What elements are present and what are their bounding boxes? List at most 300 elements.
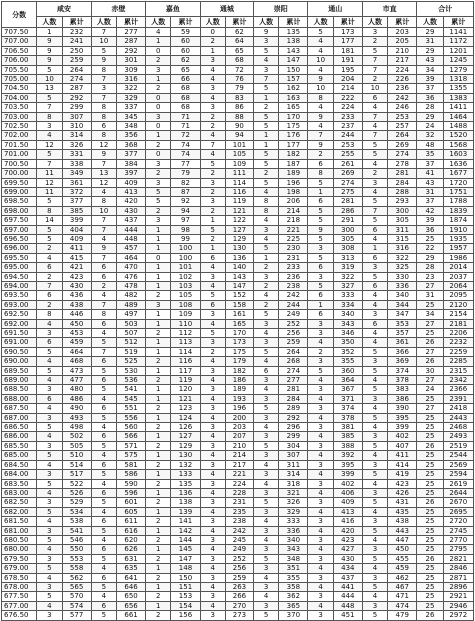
cumulative-cell: 392 bbox=[333, 451, 362, 460]
cumulative-cell: 105 bbox=[225, 150, 253, 159]
cumulative-cell: 114 bbox=[225, 178, 253, 187]
cumulative-cell: 616 bbox=[116, 526, 145, 535]
table-row bbox=[2, 385, 474, 394]
score-cell: 693.00 bbox=[2, 300, 37, 309]
cumulative-cell: 2644 bbox=[443, 488, 473, 497]
cumulative-cell: 435 bbox=[388, 507, 417, 516]
count-cell: 25 bbox=[417, 470, 443, 479]
count-cell: 25 bbox=[417, 394, 443, 403]
count-cell: 4 bbox=[37, 601, 62, 610]
count-cell: 1 bbox=[254, 131, 279, 140]
cumulative-cell: 620 bbox=[116, 535, 145, 544]
cumulative-cell: 1603 bbox=[443, 150, 473, 159]
table-row bbox=[2, 573, 474, 582]
count-cell: 3 bbox=[362, 28, 387, 37]
cumulative-cell: 1172 bbox=[443, 37, 473, 46]
count-cell: 26 bbox=[417, 441, 443, 450]
cumulative-cell: 2619 bbox=[443, 479, 473, 488]
cumulative-cell: 307 bbox=[62, 112, 91, 121]
count-cell: 43 bbox=[417, 56, 443, 65]
count-cell: 10 bbox=[308, 84, 333, 93]
cumulative-cell: 1383 bbox=[443, 93, 473, 102]
count-cell: 4 bbox=[146, 28, 171, 37]
score-cell: 693.50 bbox=[2, 291, 37, 300]
table-row bbox=[2, 611, 474, 620]
score-cell: 690.50 bbox=[2, 347, 37, 356]
cumulative-cell: 2695 bbox=[443, 507, 473, 516]
score-cell: 681.50 bbox=[2, 517, 37, 526]
cumulative-cell: 147 bbox=[225, 281, 253, 290]
count-cell: 4 bbox=[200, 582, 225, 591]
count-cell: 4 bbox=[91, 234, 116, 243]
score-cell: 677.50 bbox=[2, 592, 37, 601]
cumulative-cell: 2206 bbox=[443, 329, 473, 338]
cumulative-cell: 156 bbox=[171, 611, 200, 620]
cumulative-cell: 1677 bbox=[443, 169, 473, 178]
cumulative-cell: 292 bbox=[116, 46, 145, 55]
cumulative-cell: 477 bbox=[62, 376, 91, 385]
cumulative-cell: 186 bbox=[225, 376, 253, 385]
table-row bbox=[2, 253, 474, 262]
cumulative-cell: 165 bbox=[225, 319, 253, 328]
cumulative-cell: 72 bbox=[225, 65, 253, 74]
count-cell: 4 bbox=[254, 385, 279, 394]
count-cell: 2 bbox=[91, 281, 116, 290]
count-cell: 28 bbox=[417, 103, 443, 112]
count-cell: 5 bbox=[37, 65, 62, 74]
cumulative-cell: 71 bbox=[171, 122, 200, 131]
cumulative-cell: 333 bbox=[279, 517, 308, 526]
count-cell: 4 bbox=[91, 535, 116, 544]
cumulative-cell: 2391 bbox=[443, 394, 473, 403]
cumulative-cell: 426 bbox=[388, 488, 417, 497]
cumulative-cell: 60 bbox=[171, 46, 200, 55]
cumulative-cell: 142 bbox=[171, 526, 200, 535]
cumulative-cell: 1355 bbox=[443, 84, 473, 93]
count-cell: 4 bbox=[362, 423, 387, 432]
count-cell: 5 bbox=[37, 347, 62, 356]
cumulative-cell: 560 bbox=[116, 423, 145, 432]
cumulative-cell: 326 bbox=[279, 498, 308, 507]
count-cell: 5 bbox=[308, 366, 333, 375]
cumulative-cell: 113 bbox=[171, 338, 200, 347]
cumulative-cell: 536 bbox=[116, 376, 145, 385]
cumulative-cell: 388 bbox=[333, 441, 362, 450]
count-cell: 5 bbox=[362, 216, 387, 225]
count-cell: 34 bbox=[417, 310, 443, 319]
cumulative-cell: 123 bbox=[171, 404, 200, 413]
cumulative-cell: 353 bbox=[388, 319, 417, 328]
count-cell: 3 bbox=[37, 441, 62, 450]
cumulative-cell: 222 bbox=[333, 93, 362, 102]
table-row bbox=[2, 178, 474, 187]
cumulative-cell: 404 bbox=[62, 225, 91, 234]
count-cell: 5 bbox=[91, 441, 116, 450]
cumulative-cell: 441 bbox=[333, 582, 362, 591]
count-cell: 5 bbox=[37, 592, 62, 601]
cumulative-cell: 378 bbox=[388, 376, 417, 385]
count-cell: 6 bbox=[91, 488, 116, 497]
cumulative-cell: 444 bbox=[333, 592, 362, 601]
cumulative-cell: 314 bbox=[279, 470, 308, 479]
count-subheader: 人数 bbox=[37, 17, 62, 28]
score-cell: 706.00 bbox=[2, 56, 37, 65]
cumulative-cell: 203 bbox=[388, 28, 417, 37]
count-cell: 4 bbox=[200, 150, 225, 159]
cumulative-cell: 117 bbox=[171, 366, 200, 375]
count-cell: 27 bbox=[417, 347, 443, 356]
table-row bbox=[2, 150, 474, 159]
cumulative-cell: 181 bbox=[333, 46, 362, 55]
cumulative-cell: 427 bbox=[333, 545, 362, 554]
count-cell: 4 bbox=[362, 535, 387, 544]
cumulative-cell: 126 bbox=[171, 423, 200, 432]
count-cell: 28 bbox=[417, 263, 443, 272]
table-row bbox=[2, 479, 474, 488]
count-cell: 3 bbox=[254, 319, 279, 328]
cumulative-cell: 281 bbox=[388, 169, 417, 178]
cumulative-cell: 92 bbox=[171, 197, 200, 206]
count-cell: 29 bbox=[417, 253, 443, 262]
count-cell: 8 bbox=[254, 206, 279, 215]
count-cell: 7 bbox=[91, 253, 116, 262]
cumulative-cell: 545 bbox=[116, 394, 145, 403]
cumulative-cell: 571 bbox=[116, 441, 145, 450]
count-cell: 12 bbox=[91, 178, 116, 187]
count-cell: 3 bbox=[200, 385, 225, 394]
cumulative-cell: 274 bbox=[279, 366, 308, 375]
count-cell: 4 bbox=[37, 319, 62, 328]
count-cell: 3 bbox=[200, 460, 225, 469]
cumulative-cell: 173 bbox=[225, 338, 253, 347]
cumulative-cell: 200 bbox=[225, 413, 253, 422]
cumulative-cell: 486 bbox=[62, 394, 91, 403]
count-cell: 4 bbox=[200, 93, 225, 102]
count-cell: 9 bbox=[91, 150, 116, 159]
cumulative-cell: 177 bbox=[333, 37, 362, 46]
cumulative-cell: 345 bbox=[116, 112, 145, 121]
cumulative-cell: 326 bbox=[62, 140, 91, 149]
count-cell: 7 bbox=[91, 225, 116, 234]
cumulative-cell: 327 bbox=[333, 281, 362, 290]
cumulative-cell: 318 bbox=[279, 479, 308, 488]
count-cell: 3 bbox=[308, 535, 333, 544]
cumulative-cell: 289 bbox=[279, 404, 308, 413]
cumulative-cell: 370 bbox=[279, 611, 308, 620]
cumulative-cell: 286 bbox=[333, 206, 362, 215]
count-cell: 4 bbox=[91, 329, 116, 338]
count-cell: 4 bbox=[254, 291, 279, 300]
cumulative-cell: 1720 bbox=[443, 178, 473, 187]
cumulative-cell: 453 bbox=[62, 329, 91, 338]
cumulative-cell: 413 bbox=[116, 187, 145, 196]
count-cell: 2 bbox=[200, 347, 225, 356]
cumulative-cell: 165 bbox=[279, 103, 308, 112]
count-cell: 37 bbox=[417, 159, 443, 168]
table-row bbox=[2, 216, 474, 225]
count-cell: 4 bbox=[254, 460, 279, 469]
cumulative-cell: 1279 bbox=[443, 65, 473, 74]
cumulative-cell: 430 bbox=[116, 206, 145, 215]
count-cell: 4 bbox=[37, 253, 62, 262]
cumulative-cell: 482 bbox=[116, 291, 145, 300]
count-cell: 3 bbox=[146, 300, 171, 309]
cumulative-cell: 631 bbox=[116, 554, 145, 563]
cumulative-cell: 450 bbox=[388, 545, 417, 554]
cumulative-cell: 355 bbox=[333, 357, 362, 366]
score-cell: 689.50 bbox=[2, 366, 37, 375]
cumulative-cell: 2871 bbox=[443, 573, 473, 582]
cumulative-cell: 62 bbox=[171, 56, 200, 65]
cumulative-cell: 281 bbox=[279, 385, 308, 394]
cumulative-cell: 2519 bbox=[443, 441, 473, 450]
cumulative-cell: 2014 bbox=[443, 263, 473, 272]
cumulative-cell: 175 bbox=[279, 122, 308, 131]
count-cell: 4 bbox=[308, 451, 333, 460]
cumulative-cell: 206 bbox=[279, 197, 308, 206]
cumulative-cell: 269 bbox=[388, 140, 417, 149]
count-cell: 0 bbox=[146, 46, 171, 55]
count-cell: 5 bbox=[37, 93, 62, 102]
count-cell: 1 bbox=[254, 140, 279, 149]
score-cell: 702.00 bbox=[2, 131, 37, 140]
count-cell: 5 bbox=[254, 347, 279, 356]
score-cell: 702.50 bbox=[2, 122, 37, 131]
cumulative-cell: 329 bbox=[116, 93, 145, 102]
cumulative-cell: 364 bbox=[333, 376, 362, 385]
cumulative-cell: 1568 bbox=[443, 140, 473, 149]
cumulative-cell: 551 bbox=[116, 404, 145, 413]
cumulative-cell: 255 bbox=[333, 150, 362, 159]
count-cell: 1 bbox=[146, 37, 171, 46]
count-cell: 4 bbox=[254, 187, 279, 196]
cumulative-cell: 1245 bbox=[443, 56, 473, 65]
cumulative-cell: 448 bbox=[333, 601, 362, 610]
score-cell: 703.00 bbox=[2, 112, 37, 121]
count-cell: 6 bbox=[362, 281, 387, 290]
count-cell: 31 bbox=[417, 291, 443, 300]
count-cell: 25 bbox=[417, 545, 443, 554]
cumulative-cell: 257 bbox=[388, 122, 417, 131]
cumulative-cell: 1488 bbox=[443, 122, 473, 131]
count-cell: 2 bbox=[146, 592, 171, 601]
cumulative-cell: 1788 bbox=[443, 197, 473, 206]
count-cell: 1 bbox=[146, 507, 171, 516]
cumulative-cell: 556 bbox=[116, 413, 145, 422]
cumulative-cell: 1464 bbox=[443, 112, 473, 121]
score-cell: 697.50 bbox=[2, 216, 37, 225]
count-cell: 1 bbox=[146, 319, 171, 328]
cumulative-cell: 322 bbox=[388, 253, 417, 262]
cumulative-cell: 334 bbox=[333, 300, 362, 309]
count-cell: 25 bbox=[417, 582, 443, 591]
count-cell: 6 bbox=[362, 225, 387, 234]
count-cell: 3 bbox=[254, 394, 279, 403]
count-cell: 6 bbox=[91, 263, 116, 272]
cumulative-cell: 526 bbox=[62, 488, 91, 497]
cumulative-subheader: 累计 bbox=[333, 17, 362, 28]
count-cell: 0 bbox=[146, 103, 171, 112]
cumulative-cell: 256 bbox=[279, 329, 308, 338]
cumulative-cell: 2946 bbox=[443, 601, 473, 610]
count-cell: 2 bbox=[146, 376, 171, 385]
cumulative-cell: 473 bbox=[62, 366, 91, 375]
count-cell: 1 bbox=[146, 564, 171, 573]
cumulative-cell: 233 bbox=[333, 112, 362, 121]
count-cell: 5 bbox=[37, 197, 62, 206]
cumulative-cell: 605 bbox=[116, 507, 145, 516]
cumulative-cell: 336 bbox=[388, 281, 417, 290]
count-cell: 3 bbox=[200, 554, 225, 563]
count-cell: 22 bbox=[417, 244, 443, 253]
cumulative-cell: 244 bbox=[279, 300, 308, 309]
count-cell: 1 bbox=[146, 75, 171, 84]
count-cell: 9 bbox=[91, 56, 116, 65]
count-cell: 4 bbox=[254, 517, 279, 526]
count-cell: 6 bbox=[37, 394, 62, 403]
count-cell: 5 bbox=[37, 535, 62, 544]
cumulative-cell: 420 bbox=[116, 197, 145, 206]
count-cell: 48 bbox=[417, 140, 443, 149]
cumulative-cell: 360 bbox=[333, 366, 362, 375]
count-cell: 4 bbox=[362, 451, 387, 460]
count-cell: 6 bbox=[91, 573, 116, 582]
cumulative-cell: 127 bbox=[225, 225, 253, 234]
region-header: 通山 bbox=[308, 2, 362, 17]
cumulative-cell: 87 bbox=[171, 187, 200, 196]
count-cell: 9 bbox=[37, 46, 62, 55]
cumulative-cell: 601 bbox=[116, 498, 145, 507]
table-row bbox=[2, 376, 474, 385]
cumulative-cell: 108 bbox=[171, 300, 200, 309]
score-cell: 679.00 bbox=[2, 564, 37, 573]
cumulative-cell: 150 bbox=[279, 65, 308, 74]
score-cell: 699.50 bbox=[2, 178, 37, 187]
cumulative-cell: 2120 bbox=[443, 300, 473, 309]
count-cell: 5 bbox=[254, 46, 279, 55]
cumulative-cell: 226 bbox=[388, 75, 417, 84]
table-row bbox=[2, 423, 474, 432]
cumulative-cell: 611 bbox=[116, 517, 145, 526]
count-cell: 4 bbox=[308, 507, 333, 516]
count-cell: 6 bbox=[308, 310, 333, 319]
count-cell: 42 bbox=[417, 206, 443, 215]
cumulative-cell: 99 bbox=[171, 234, 200, 243]
cumulative-cell: 430 bbox=[62, 281, 91, 290]
cumulative-cell: 233 bbox=[279, 263, 308, 272]
table-row bbox=[2, 338, 474, 347]
cumulative-cell: 577 bbox=[62, 611, 91, 620]
cumulative-cell: 263 bbox=[225, 582, 253, 591]
cumulative-cell: 329 bbox=[279, 507, 308, 516]
score-cell: 678.00 bbox=[2, 582, 37, 591]
cumulative-cell: 196 bbox=[279, 178, 308, 187]
count-cell: 1 bbox=[200, 216, 225, 225]
count-cell: 2 bbox=[146, 357, 171, 366]
count-cell: 5 bbox=[37, 234, 62, 243]
count-cell: 10 bbox=[91, 37, 116, 46]
cumulative-cell: 635 bbox=[116, 564, 145, 573]
cumulative-cell: 2342 bbox=[443, 376, 473, 385]
count-cell: 26 bbox=[417, 611, 443, 620]
count-cell: 1 bbox=[146, 582, 171, 591]
cumulative-cell: 119 bbox=[171, 376, 200, 385]
cumulative-cell: 438 bbox=[62, 300, 91, 309]
count-cell: 26 bbox=[417, 498, 443, 507]
count-cell: 5 bbox=[91, 46, 116, 55]
cumulative-cell: 129 bbox=[225, 234, 253, 243]
count-cell: 5 bbox=[37, 366, 62, 375]
count-cell: 6 bbox=[200, 253, 225, 262]
count-cell: 3 bbox=[254, 225, 279, 234]
cumulative-cell: 66 bbox=[171, 75, 200, 84]
cumulative-cell: 462 bbox=[388, 573, 417, 582]
count-cell: 3 bbox=[308, 498, 333, 507]
count-cell: 3 bbox=[37, 554, 62, 563]
count-cell: 3 bbox=[308, 592, 333, 601]
count-cell: 25 bbox=[417, 526, 443, 535]
count-cell: 3 bbox=[308, 244, 333, 253]
count-cell: 5 bbox=[146, 197, 171, 206]
count-cell: 3 bbox=[146, 65, 171, 74]
count-cell: 31 bbox=[417, 187, 443, 196]
cumulative-cell: 138 bbox=[171, 498, 200, 507]
cumulative-cell: 565 bbox=[62, 582, 91, 591]
cumulative-cell: 64 bbox=[225, 37, 253, 46]
count-cell: 7 bbox=[254, 75, 279, 84]
count-cell: 43 bbox=[417, 178, 443, 187]
count-cell: 8 bbox=[91, 103, 116, 112]
count-cell: 4 bbox=[200, 263, 225, 272]
cumulative-cell: 402 bbox=[388, 432, 417, 441]
cumulative-cell: 1935 bbox=[443, 234, 473, 243]
cumulative-cell: 415 bbox=[62, 253, 91, 262]
cumulative-cell: 278 bbox=[388, 159, 417, 168]
cumulative-cell: 2285 bbox=[443, 357, 473, 366]
count-cell: 6 bbox=[308, 197, 333, 206]
count-cell: 3 bbox=[200, 197, 225, 206]
count-cell: 5 bbox=[37, 479, 62, 488]
cumulative-cell: 437 bbox=[333, 573, 362, 582]
count-cell: 2 bbox=[362, 169, 387, 178]
cumulative-cell: 2720 bbox=[443, 517, 473, 526]
cumulative-cell: 581 bbox=[116, 460, 145, 469]
count-cell: 4 bbox=[200, 319, 225, 328]
score-cell: 694.50 bbox=[2, 272, 37, 281]
cumulative-cell: 1751 bbox=[443, 187, 473, 196]
count-cell: 5 bbox=[146, 187, 171, 196]
cumulative-cell: 343 bbox=[333, 319, 362, 328]
count-cell: 3 bbox=[200, 517, 225, 526]
count-cell: 25 bbox=[417, 601, 443, 610]
count-cell: 8 bbox=[91, 131, 116, 140]
cumulative-cell: 431 bbox=[388, 498, 417, 507]
count-cell: 3 bbox=[200, 423, 225, 432]
score-cell: 679.50 bbox=[2, 554, 37, 563]
count-cell: 8 bbox=[91, 65, 116, 74]
count-cell: 25 bbox=[417, 592, 443, 601]
score-cell: 683.50 bbox=[2, 479, 37, 488]
cumulative-cell: 110 bbox=[171, 319, 200, 328]
cumulative-cell: 514 bbox=[62, 460, 91, 469]
cumulative-cell: 590 bbox=[116, 479, 145, 488]
count-cell: 2 bbox=[146, 404, 171, 413]
count-cell: 1 bbox=[146, 244, 171, 253]
count-cell: 3 bbox=[254, 488, 279, 497]
cumulative-cell: 414 bbox=[388, 460, 417, 469]
cumulative-subheader: 累计 bbox=[279, 17, 308, 28]
cumulative-cell: 447 bbox=[388, 535, 417, 544]
